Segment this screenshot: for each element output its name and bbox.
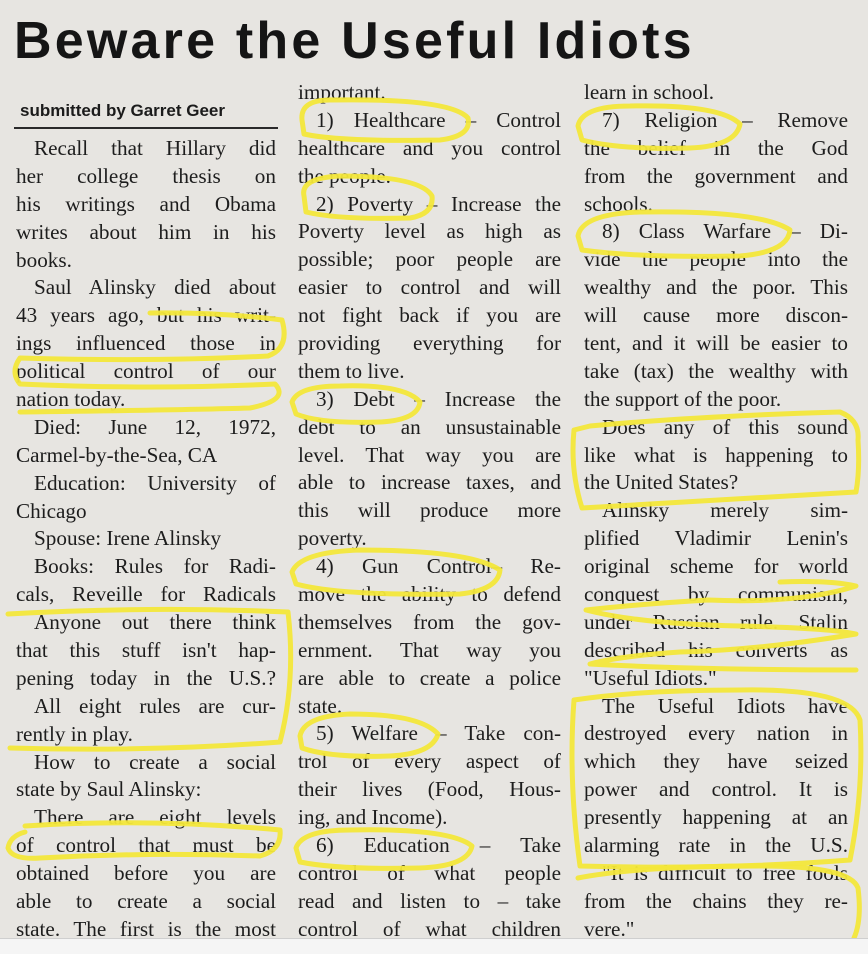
text-line: her college thesis on [16, 163, 276, 188]
text-line: Poverty level as high as [298, 219, 561, 244]
text-line: Died: June 12, 1972, [34, 414, 276, 439]
text-line: possible; poor people are [298, 247, 561, 272]
text-line: 2) Poverty – Increase the [316, 191, 561, 216]
text-line: books. [16, 247, 72, 272]
text-line: 1) Healthcare – Control [316, 107, 561, 132]
text-line: presently happening at an [584, 805, 848, 830]
text-line: The Useful Idiots have [602, 693, 848, 718]
text-line: pening today in the U.S.? [16, 665, 276, 690]
text-line: 43 years ago, but his writ- [16, 303, 276, 328]
text-line: described his converts as [584, 637, 848, 662]
text-line: are able to create a police [298, 665, 561, 690]
text-line: 5) Welfare – Take con- [316, 721, 561, 746]
column-2 [298, 79, 561, 939]
text-line: which they have seized [584, 749, 848, 774]
text-line: level. That way you are [298, 442, 561, 467]
text-line: original scheme for world [584, 554, 848, 579]
text-line: rently in play. [16, 721, 133, 746]
text-line: Alinsky merely sim- [602, 498, 848, 523]
text-line: that this stuff isn't hap- [16, 638, 276, 663]
text-line: control of what people [298, 860, 561, 885]
text-line: There are eight levels [34, 805, 276, 830]
text-line: How to create a social [34, 749, 276, 774]
text-line: important. [298, 80, 386, 104]
text-line: ings influenced those in [16, 331, 276, 356]
text-line: themselves from the gov- [298, 609, 561, 634]
text-line: state. The first is the most [16, 916, 276, 939]
text-line: tent, and it will be easier to [584, 331, 848, 356]
text-line: able to increase taxes, and [298, 470, 561, 495]
text-line: schools. [584, 191, 653, 216]
text-line: Recall that Hillary did [34, 136, 276, 160]
text-line: conquest by communism, [584, 582, 848, 607]
text-line: this will produce more [298, 498, 561, 523]
text-line: state. [298, 693, 343, 718]
text-line: under Russian rule. Stalin [584, 609, 848, 634]
text-line: debt to an unsustainable [298, 414, 561, 439]
text-line: the United States? [584, 470, 739, 495]
text-line: trol of every aspect of [298, 749, 561, 774]
text-line: poverty. [298, 526, 367, 551]
byline: submitted by Garret Geer [20, 101, 226, 120]
text-line: the belief in the God [584, 135, 848, 160]
text-line: from the government and [584, 163, 848, 188]
text-line: 3) Debt – Increase the [316, 386, 561, 411]
text-line: 7) Religion – Remove [602, 107, 848, 132]
headline: Beware the Useful Idiots [14, 12, 695, 70]
text-line: them to live. [298, 358, 405, 383]
text-line: obtained before you are [16, 861, 276, 886]
text-line: power and control. It is [584, 777, 848, 802]
text-line: destroyed every nation in [584, 721, 848, 746]
text-line: writes about him in his [16, 219, 276, 244]
text-line: healthcare and you control [298, 135, 561, 160]
text-line: Chicago [16, 498, 87, 523]
text-line: "Useful Idiots." [584, 665, 717, 690]
text-line: All eight rules are cur- [34, 693, 276, 718]
text-line: wealthy and the poor. This [584, 275, 848, 300]
text-line: Does any of this sound [602, 414, 848, 439]
text-line: read and listen to – take [298, 888, 561, 913]
byline-rule [14, 127, 278, 129]
column-3 [584, 79, 848, 939]
text-line: plified Vladimir Lenin's [584, 526, 848, 551]
text-line: 8) Class Warfare – Di- [602, 219, 848, 244]
text-line: vere." [584, 916, 635, 939]
text-line: Saul Alinsky died about [34, 275, 276, 300]
text-line: easier to control and will [298, 275, 561, 300]
text-line: control of what children [298, 916, 561, 939]
text-line: their lives (Food, Hous- [298, 777, 561, 802]
text-line: Carmel-by-the-Sea, CA [16, 442, 218, 467]
text-line: Education: University of [34, 470, 276, 495]
text-line: will cause more discon- [584, 303, 848, 328]
text-line: vide the people into the [584, 247, 848, 272]
text-line: Spouse: Irene Alinsky [34, 526, 222, 551]
text-line: political control of our [16, 359, 276, 384]
text-line: the support of the poor. [584, 386, 782, 411]
text-line: like what is happening to [584, 442, 848, 467]
text-line: providing everything for [298, 331, 561, 356]
text-line: his writings and Obama [16, 191, 276, 216]
text-line: the people. [298, 163, 391, 188]
text-line: alarming rate in the U.S. [584, 833, 848, 858]
column-1 [16, 135, 276, 939]
text-line: move the ability to defend [298, 582, 561, 607]
text-line: state by Saul Alinsky: [16, 777, 202, 802]
text-line: nation today. [16, 387, 126, 412]
text-line: not fight back if you are [298, 303, 561, 328]
text-line: Anyone out there think [34, 610, 276, 635]
text-line: able to create a social [16, 889, 276, 914]
text-line: cals, Reveille for Radicals [16, 582, 276, 607]
text-line: take (tax) the wealthy with [584, 358, 848, 383]
text-line: of control that must be [16, 833, 276, 858]
text-line: from the chains they re- [584, 888, 848, 913]
text-line: learn in school. [584, 80, 715, 104]
text-line: ing, and Income). [298, 805, 448, 830]
text-line: Books: Rules for Radi- [34, 554, 276, 579]
text-line: 4) Gun Control– Re- [316, 554, 561, 579]
text-line: ernment. That way you [298, 637, 561, 662]
text-line: "It is difficult to free fools [602, 860, 848, 885]
text-line: 6) Education – Take [316, 833, 561, 858]
